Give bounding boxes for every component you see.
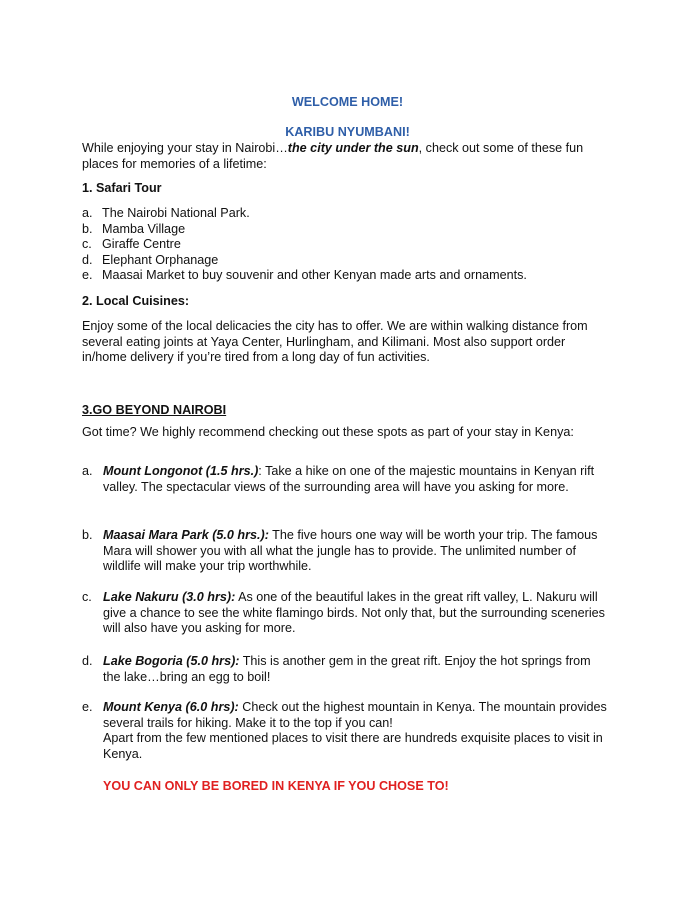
section-heading-safari-tour: 1. Safari Tour (82, 181, 162, 195)
list-item (82, 654, 612, 685)
list-item (82, 464, 612, 495)
list-item-letter: a. (82, 206, 93, 220)
destination-description: As one of the beautiful lakes in the great rift valley, L. Nakuru will give a chance to see the white flamingo birds. Not only that, but the surrounding sceneries will also have you asking for more. (103, 590, 605, 636)
list-item-text: The Nairobi National Park. (102, 206, 250, 220)
destination-description: Check out the highest mountain in Kenya. The mountain provides several trails for hiking. Make it to the top if you can! (103, 700, 607, 730)
destination-description: Take a hike on one of the majestic mountains in Kenyan rift valley. The spectacular views of the surrounding area will have you asking for more. (103, 464, 595, 494)
destination-name: Lake Nakuru (3.0 hrs): (103, 590, 236, 604)
closing-note: Apart from the few mentioned places to visit there are hundreds exquisite places to visit in Kenya. (103, 731, 603, 761)
list-item-letter: b. (82, 528, 93, 542)
intro-emphasis: the city under the sun (287, 141, 419, 155)
destination-text (103, 464, 608, 495)
destination-description: The five hours one way will be worth your trip. The famous Mara will shower you with all what the jungle has to provide. The unlimited number of wildlife will make your trip worthwhile. (103, 528, 598, 574)
list-item (82, 253, 622, 269)
section-heading-go-beyond-nairobi: 3.GO BEYOND NAIROBI (82, 403, 227, 417)
list-item-text: Elephant Orphanage (102, 253, 219, 267)
destination-name: Mount Longonot (1.5 hrs.) (103, 464, 259, 478)
list-item-letter: c. (82, 237, 92, 251)
destination-name: Mount Kenya (6.0 hrs): (103, 700, 239, 714)
destination-text (103, 700, 608, 731)
beyond-intro-paragraph: Got time? We highly recommend checking out these spots as part of your stay in Kenya: (82, 425, 574, 439)
list-item (82, 206, 622, 222)
list-item-text: Mamba Village (102, 222, 186, 236)
list-item-letter: e. (82, 268, 93, 282)
list-item (82, 590, 612, 637)
list-item (82, 528, 612, 575)
closing-tagline: YOU CAN ONLY BE BORED IN KENYA IF YOU CHOSE TO! (103, 779, 449, 793)
list-item-letter: c. (82, 590, 92, 604)
page-title: WELCOME HOME! (291, 95, 404, 109)
page-subtitle: KARIBU NYUMBANI! (285, 125, 410, 139)
intro-text-before: While enjoying your stay in Nairobi… (82, 141, 288, 155)
destination-text (103, 528, 608, 575)
list-item (82, 237, 622, 253)
destination-name: Maasai Mara Park (5.0 hrs.): (103, 528, 269, 542)
destination-separator: : (258, 464, 262, 478)
intro-text-after: , check out some of these fun places for memories of a lifetime: (82, 141, 584, 171)
list-item-letter: e. (82, 700, 93, 714)
list-item-letter: d. (82, 654, 93, 668)
list-item-text: Maasai Market to buy souvenir and other Kenyan made arts and ornaments. (102, 268, 527, 282)
cuisines-paragraph: Enjoy some of the local delicacies the city has to offer. We are within walking distance from several eating joints at Yaya Center, Hurlingham, and Kilimani. Most also support order in/home delivery if you’re tired from a long day of fun activities. (82, 319, 588, 365)
list-item-text: Giraffe Centre (102, 237, 181, 251)
destination-text (103, 654, 608, 685)
list-item-letter: b. (82, 222, 93, 236)
list-item-letter: a. (82, 464, 93, 478)
list-item (82, 222, 622, 238)
destination-name: Lake Bogoria (5.0 hrs): (103, 654, 240, 668)
intro-paragraph (82, 141, 612, 172)
list-item (82, 700, 612, 762)
section-heading-local-cuisines: 2. Local Cuisines: (82, 294, 190, 308)
destination-text (103, 590, 608, 637)
list-item (82, 268, 622, 284)
destination-description: This is another gem in the great rift. Enjoy the hot springs from the lake…bring an egg to boil! (103, 654, 591, 684)
list-item-letter: d. (82, 253, 93, 267)
